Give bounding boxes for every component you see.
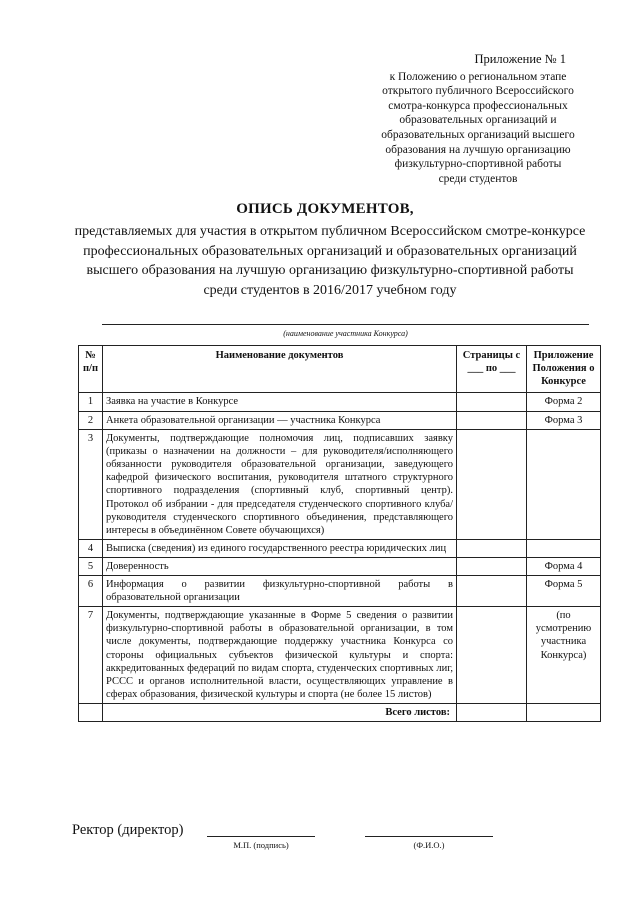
row-appendix: Форма 4 bbox=[527, 557, 601, 575]
row-pages bbox=[457, 539, 527, 557]
appendix-line: образовательных организаций высшего bbox=[381, 128, 575, 141]
row-pages bbox=[457, 393, 527, 412]
row-name: Заявка на участие в Конкурсе bbox=[103, 393, 457, 412]
header-pages: Страницы с ___ по ___ bbox=[457, 346, 527, 393]
row-name: Информация о развитии физкультурно-спортивной работы в образовательной организации bbox=[103, 576, 457, 607]
table-row bbox=[79, 607, 601, 704]
appendix-line: к Положению о региональном этапе bbox=[389, 70, 567, 83]
row-appendix bbox=[527, 539, 601, 557]
appendix-line: среди студентов bbox=[438, 172, 518, 185]
name-caption: (Ф.И.О.) bbox=[413, 840, 445, 850]
documents-table bbox=[78, 345, 601, 722]
total-empty-num bbox=[79, 703, 103, 721]
signature-line bbox=[207, 836, 315, 837]
signature-caption: М.П. (подпись) bbox=[233, 840, 289, 850]
row-appendix: Форма 2 bbox=[527, 393, 601, 412]
row-name: Документы, подтверждающие указанные в Форме 5 сведения о развитии физкультурно-спортивной работы в образовательной организации, в том числе документы, подтверждающие поддержку участника Конкурса со стороны официальных субъектов физической культуры и спорта: аккредитованных федераций по видам спорта, студенческих спортивных лиг, РССС и органов исполнительной власти, осуществляющих управление в сферах образования, физической культуры и спорта (не более 15 листов) bbox=[103, 607, 457, 704]
row-num: 1 bbox=[79, 393, 103, 412]
appendix-block bbox=[368, 52, 588, 186]
row-num: 4 bbox=[79, 539, 103, 557]
table-row bbox=[79, 576, 601, 607]
row-pages bbox=[457, 430, 527, 540]
appendix-line: открытого публичного Всероссийского bbox=[382, 85, 574, 98]
row-appendix: Форма 3 bbox=[527, 412, 601, 430]
row-pages bbox=[457, 412, 527, 430]
row-pages bbox=[457, 607, 527, 704]
header-appendix: Приложение Положения о Конкурсе bbox=[527, 346, 601, 393]
header-name: Наименование документов bbox=[103, 346, 457, 393]
total-pages bbox=[457, 703, 527, 721]
row-num: 6 bbox=[79, 576, 103, 607]
table-row bbox=[79, 539, 601, 557]
participant-name-caption: (наименование участника Конкурса) bbox=[283, 329, 408, 338]
table-row bbox=[79, 557, 601, 575]
appendix-line: физкультурно-спортивной работы bbox=[394, 158, 562, 171]
row-name: Доверенность bbox=[103, 557, 457, 575]
row-num: 2 bbox=[79, 412, 103, 430]
table-total-row bbox=[79, 703, 601, 721]
row-name: Анкета образовательной организации — участника Конкурса bbox=[103, 412, 457, 430]
row-num: 5 bbox=[79, 557, 103, 575]
row-pages bbox=[457, 557, 527, 575]
document-subtitle: представляемых для участия в открытом публичном Всероссийском смотре-конкурсе профессиональных образовательных организаций и образовательных организаций высшего образования на лучшую организацию физкультурно-спортивной работы среди студентов в 2016/2017 учебном году bbox=[74, 224, 586, 298]
row-appendix: (по усмотрению участника Конкурса) bbox=[527, 607, 601, 704]
participant-name-line bbox=[102, 324, 589, 325]
row-name: Выписка (сведения) из единого государственного реестра юридических лиц bbox=[103, 539, 457, 557]
table-row bbox=[79, 430, 601, 540]
header-num: № п/п bbox=[79, 346, 103, 393]
total-label: Всего листов: bbox=[103, 703, 457, 721]
signature-label: Ректор (директор) bbox=[72, 822, 184, 838]
table-row bbox=[79, 393, 601, 412]
appendix-line: образовательных организаций и bbox=[399, 114, 557, 127]
row-num: 3 bbox=[79, 430, 103, 540]
total-empty-appendix bbox=[527, 703, 601, 721]
table-row bbox=[79, 412, 601, 430]
appendix-number: Приложение № 1 bbox=[474, 52, 566, 66]
appendix-line: смотра-конкурса профессиональных bbox=[388, 99, 568, 112]
row-appendix bbox=[527, 430, 601, 540]
row-name: Документы, подтверждающие полномочия лиц, подписавших заявку (приказы о назначении на должности – для руководителя/исполняющего обязанности руководителя образовательной организации, заведующего кафедрой физического воспитания, руководителя штатного структурного спортивного подразделения (спортивный клуб, спортивный центр). Протокол об избрании - для председателя студенческого спортивного клуба/руководителя студенческого спортивного объединения, представляющего интересы в объединённом Совете обучающихся) bbox=[103, 430, 457, 540]
row-num: 7 bbox=[79, 607, 103, 704]
table-header-row bbox=[79, 346, 601, 393]
row-pages bbox=[457, 576, 527, 607]
document-title: ОПИСЬ ДОКУМЕНТОВ, bbox=[236, 201, 414, 217]
appendix-line: образования на лучшую организацию bbox=[385, 143, 571, 156]
row-appendix: Форма 5 bbox=[527, 576, 601, 607]
name-line bbox=[365, 836, 493, 837]
